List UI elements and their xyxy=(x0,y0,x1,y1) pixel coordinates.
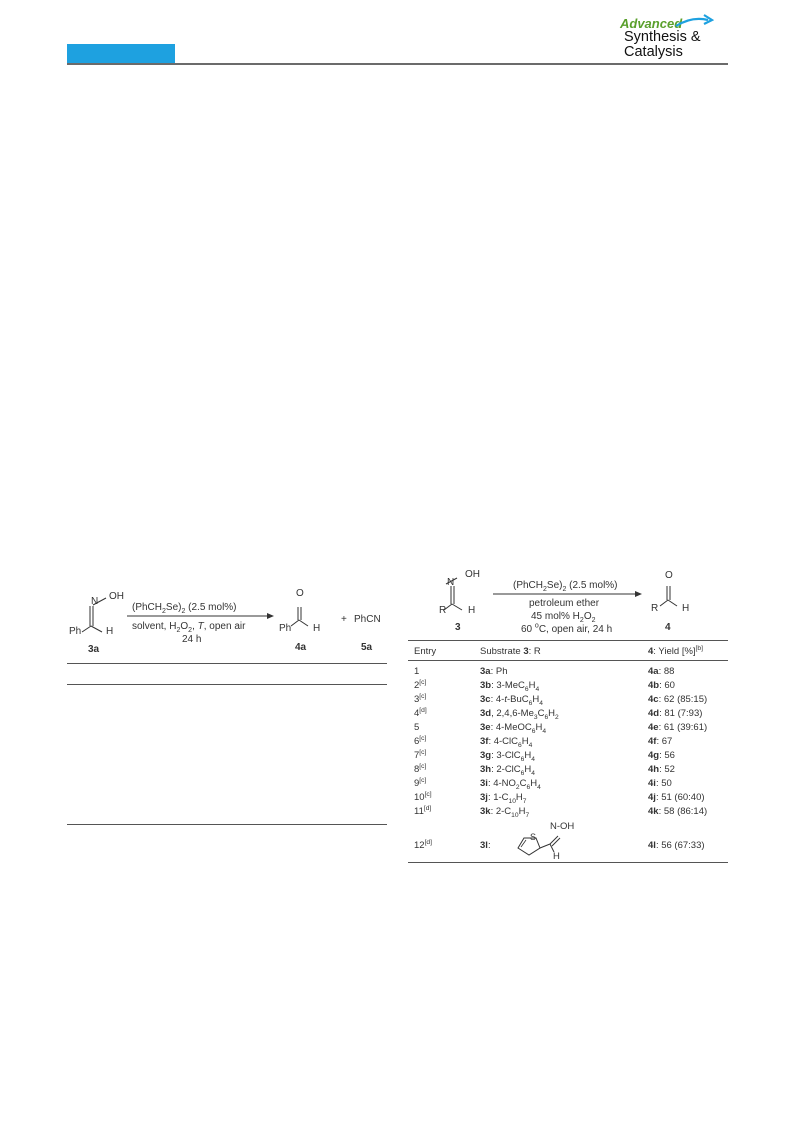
solvent-text: petroleum ether xyxy=(529,598,600,609)
table-rule-top xyxy=(408,640,728,641)
table-row: 1 3a: Ph 4a: 88 xyxy=(414,666,675,677)
table-row: 4[d] 3d, $2,4,6-Me_3C_6H_2$ 4d: 81 (7:93) xyxy=(414,706,703,721)
table-row: 3[c] 3c: $4-t-BuC_6H_4$ 4c: 62 (85:15) xyxy=(414,692,708,707)
catalyst-text-right: $(PhCH_2Se)_2$ (2.5 mol%) xyxy=(513,580,618,593)
conditions-text: solvent, $H_2O_2$, T, open air xyxy=(132,621,246,634)
o-atom-right: O xyxy=(665,570,673,581)
o-atom: O xyxy=(296,588,304,599)
table-row: 11[d] 3k: $2-C_{10}H_7$ 4k: 58 (86:14) xyxy=(414,804,708,819)
r-group-product: R xyxy=(651,603,659,614)
left-table-rule-top xyxy=(67,663,387,664)
thiophene-s-atom: S xyxy=(530,832,537,842)
table-row: 6[c] 3f: $4-ClC_6H_4$ 4f: 67 xyxy=(414,734,673,749)
phcn-text: PhCN xyxy=(354,614,381,625)
logo-arrow-icon xyxy=(674,14,714,30)
n-atom-right: N xyxy=(447,577,455,588)
plus-sign: + xyxy=(341,614,347,625)
left-table-rule-bottom xyxy=(67,824,387,825)
ph-group-product: Ph xyxy=(279,623,292,634)
table-row: 2[c] 3b: $3-MeC_6H_4$ 4b: 60 xyxy=(414,678,675,693)
n-atom: N xyxy=(91,596,99,607)
oh-group-right: OH xyxy=(465,569,480,580)
header-rule xyxy=(67,63,728,65)
col-yield-header: 4: Yield [%][b] xyxy=(648,644,703,657)
col-substrate-header: Substrate 3: R xyxy=(480,646,541,657)
table-row: 9[c] 3i: $4-NO_2C_6H_4$ 4i: 50 xyxy=(414,776,672,791)
table-row: 5 3e: $4-MeOC_6H_4$ 4e: 61 (39:61) xyxy=(414,722,708,735)
logo-synthesis: Synthesis & xyxy=(624,29,701,45)
h-atom-product-right: H xyxy=(682,603,690,614)
logo-catalysis: Catalysis xyxy=(624,44,683,60)
label-4: 4 xyxy=(665,622,671,633)
journal-logo xyxy=(612,14,728,60)
label-5a: 5a xyxy=(361,642,373,653)
oxidant-text: 45 mol% $H_2O_2$ xyxy=(531,611,596,624)
h-atom: H xyxy=(106,626,114,637)
table-header xyxy=(408,646,728,658)
label-4a: 4a xyxy=(295,642,307,653)
table-row: 8[c] 3h: $2-ClC_6H_4$ 4h: 52 xyxy=(414,762,675,777)
temp-text: 60 $^o$C, open air, 24 h xyxy=(521,622,613,635)
time-text: 24 h xyxy=(182,634,202,645)
reaction-arrow-right-icon xyxy=(493,590,645,598)
table-row: 7[c] 3g: $3-ClC_6H_4$ 4g: 56 xyxy=(414,748,675,763)
col-entry-header: Entry xyxy=(414,646,437,657)
label-3: 3 xyxy=(455,622,461,633)
h-atom-product: H xyxy=(313,623,321,634)
label-3a: 3a xyxy=(88,644,100,655)
thiophene-h-atom: H xyxy=(553,851,560,862)
table-row: 12[d] 3l: 4l: 56 (67:33) xyxy=(414,838,705,851)
thiophene-n-oh: N-OH xyxy=(550,821,575,832)
logo-advanced: Advanced xyxy=(620,16,683,31)
table-row: 10[c] 3j: $1-C_{10}H_7$ 4j: 51 (60:40) xyxy=(414,790,705,805)
table-rule-header xyxy=(408,660,728,661)
h-atom-right: H xyxy=(468,605,476,616)
oh-group: OH xyxy=(109,591,124,602)
left-table-rule-header xyxy=(67,684,387,685)
catalyst-text: $(PhCH_2Se)_2$ (2.5 mol%) xyxy=(132,602,237,615)
table-rule-bottom xyxy=(408,862,728,863)
r-group: R xyxy=(439,605,447,616)
reaction-arrow-icon xyxy=(127,612,277,620)
header-color-tab xyxy=(67,44,175,64)
ph-group: Ph xyxy=(69,626,82,637)
aldehyde-structure xyxy=(653,578,698,618)
